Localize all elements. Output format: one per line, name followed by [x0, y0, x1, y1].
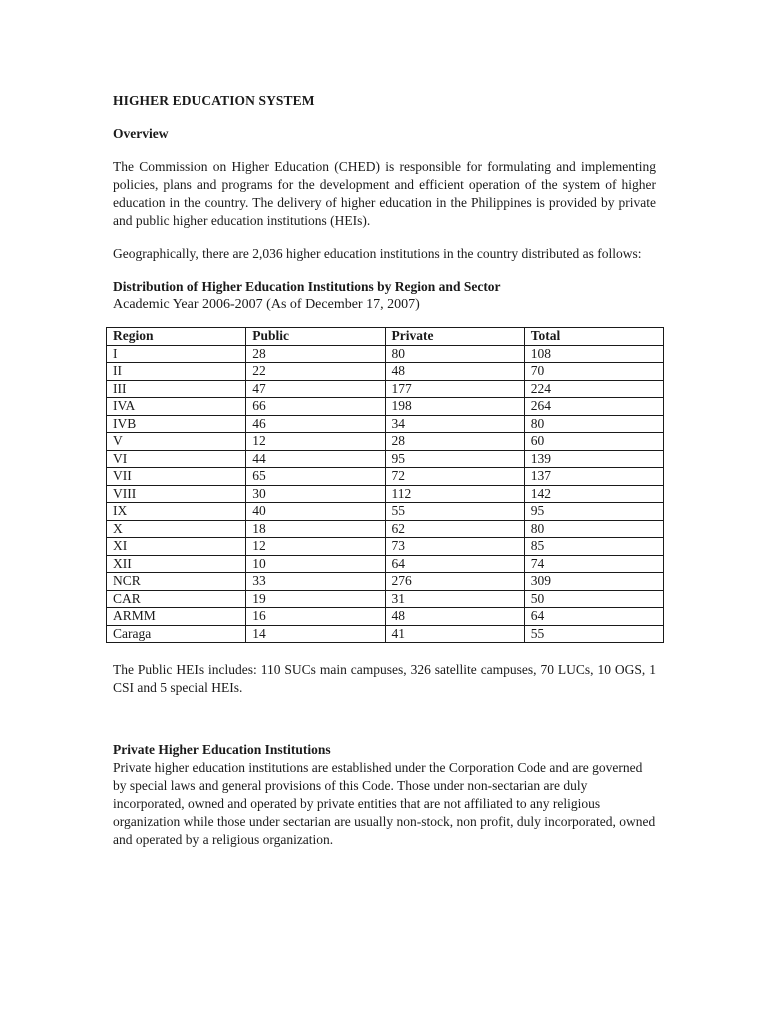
public-heis-paragraph: The Public HEIs includes: 110 SUCs main campuses, 326 satellite campuses, 70 LUCs, 10 OGS, 1 CSI and 5 special HEIs. [113, 662, 656, 695]
cell-total: 80 [524, 520, 663, 538]
cell-private: 48 [385, 608, 524, 626]
cell-public: 33 [246, 573, 385, 591]
table-header-row [107, 328, 664, 346]
cell-public: 46 [246, 415, 385, 433]
cell-public: 30 [246, 485, 385, 503]
cell-region: IX [107, 503, 246, 521]
cell-public: 65 [246, 468, 385, 486]
cell-region: V [107, 433, 246, 451]
cell-total: 85 [524, 538, 663, 556]
table-row [107, 345, 664, 363]
cell-private: 55 [385, 503, 524, 521]
cell-public: 16 [246, 608, 385, 626]
cell-total: 137 [524, 468, 663, 486]
cell-region: XI [107, 538, 246, 556]
table-row [107, 520, 664, 538]
cell-public: 22 [246, 363, 385, 381]
cell-private: 41 [385, 625, 524, 643]
cell-total: 64 [524, 608, 663, 626]
private-heis-paragraph: Private higher education institutions are established under the Corporation Code and are governed by special laws and general provisions of this Code. Those under non-sectarian are duly incorporated, owned and operated by private entities that are not affiliated to any religious organization while those under sectarian are usually non-stock, non profit, duly incorporated, owned and operated by a religious organization. [113, 760, 656, 847]
geographic-paragraph: Geographically, there are 2,036 higher education institutions in the country distributed as follows: [113, 246, 642, 261]
cell-total: 108 [524, 345, 663, 363]
cell-total: 55 [524, 625, 663, 643]
cell-private: 95 [385, 450, 524, 468]
cell-region: XII [107, 555, 246, 573]
header-public: Public [246, 328, 385, 346]
cell-public: 14 [246, 625, 385, 643]
table-row [107, 625, 664, 643]
cell-total: 139 [524, 450, 663, 468]
table-body [107, 345, 664, 643]
cell-private: 31 [385, 590, 524, 608]
cell-region: X [107, 520, 246, 538]
table-row [107, 608, 664, 626]
table-row [107, 573, 664, 591]
document-page [113, 92, 656, 849]
header-region: Region [107, 328, 246, 346]
cell-total: 60 [524, 433, 663, 451]
table-row [107, 485, 664, 503]
table-subtitle: Academic Year 2006-2007 (As of December 17, 2007) [113, 297, 420, 312]
cell-private: 73 [385, 538, 524, 556]
header-private: Private [385, 328, 524, 346]
table-row [107, 538, 664, 556]
cell-private: 34 [385, 415, 524, 433]
cell-total: 50 [524, 590, 663, 608]
cell-region: II [107, 363, 246, 381]
cell-private: 177 [385, 380, 524, 398]
table-row [107, 590, 664, 608]
cell-total: 142 [524, 485, 663, 503]
cell-region: Caraga [107, 625, 246, 643]
cell-region: VII [107, 468, 246, 486]
cell-public: 28 [246, 345, 385, 363]
cell-region: IVB [107, 415, 246, 433]
cell-public: 19 [246, 590, 385, 608]
table-row [107, 450, 664, 468]
cell-private: 28 [385, 433, 524, 451]
table-row [107, 415, 664, 433]
cell-region: NCR [107, 573, 246, 591]
cell-total: 95 [524, 503, 663, 521]
cell-total: 70 [524, 363, 663, 381]
cell-region: I [107, 345, 246, 363]
cell-private: 112 [385, 485, 524, 503]
cell-region: III [107, 380, 246, 398]
header-total: Total [524, 328, 663, 346]
cell-private: 72 [385, 468, 524, 486]
table-row [107, 503, 664, 521]
table-row [107, 363, 664, 381]
private-heis-heading: Private Higher Education Institutions [113, 742, 331, 757]
table-row [107, 398, 664, 416]
cell-total: 264 [524, 398, 663, 416]
cell-region: ARMM [107, 608, 246, 626]
cell-private: 198 [385, 398, 524, 416]
cell-region: VI [107, 450, 246, 468]
distribution-table [106, 327, 664, 643]
table-row [107, 468, 664, 486]
cell-private: 276 [385, 573, 524, 591]
table-row [107, 380, 664, 398]
cell-total: 74 [524, 555, 663, 573]
cell-public: 18 [246, 520, 385, 538]
cell-region: VIII [107, 485, 246, 503]
cell-public: 12 [246, 538, 385, 556]
cell-private: 48 [385, 363, 524, 381]
table-title: Distribution of Higher Education Institutions by Region and Sector [113, 279, 501, 294]
cell-total: 309 [524, 573, 663, 591]
table-row [107, 433, 664, 451]
table-row [107, 555, 664, 573]
cell-public: 12 [246, 433, 385, 451]
cell-public: 40 [246, 503, 385, 521]
document-title: HIGHER EDUCATION SYSTEM [113, 93, 315, 108]
cell-private: 62 [385, 520, 524, 538]
cell-region: CAR [107, 590, 246, 608]
cell-public: 47 [246, 380, 385, 398]
overview-paragraph: The Commission on Higher Education (CHED) is responsible for formulating and implementing policies, plans and programs for the development and efficient operation of the system of higher education in the country. The delivery of higher education in the Philippines is provided by private and public higher education institutions (HEIs). [113, 159, 656, 228]
cell-private: 80 [385, 345, 524, 363]
cell-region: IVA [107, 398, 246, 416]
cell-public: 66 [246, 398, 385, 416]
cell-total: 224 [524, 380, 663, 398]
overview-heading: Overview [113, 126, 169, 141]
cell-total: 80 [524, 415, 663, 433]
cell-private: 64 [385, 555, 524, 573]
cell-public: 10 [246, 555, 385, 573]
cell-public: 44 [246, 450, 385, 468]
